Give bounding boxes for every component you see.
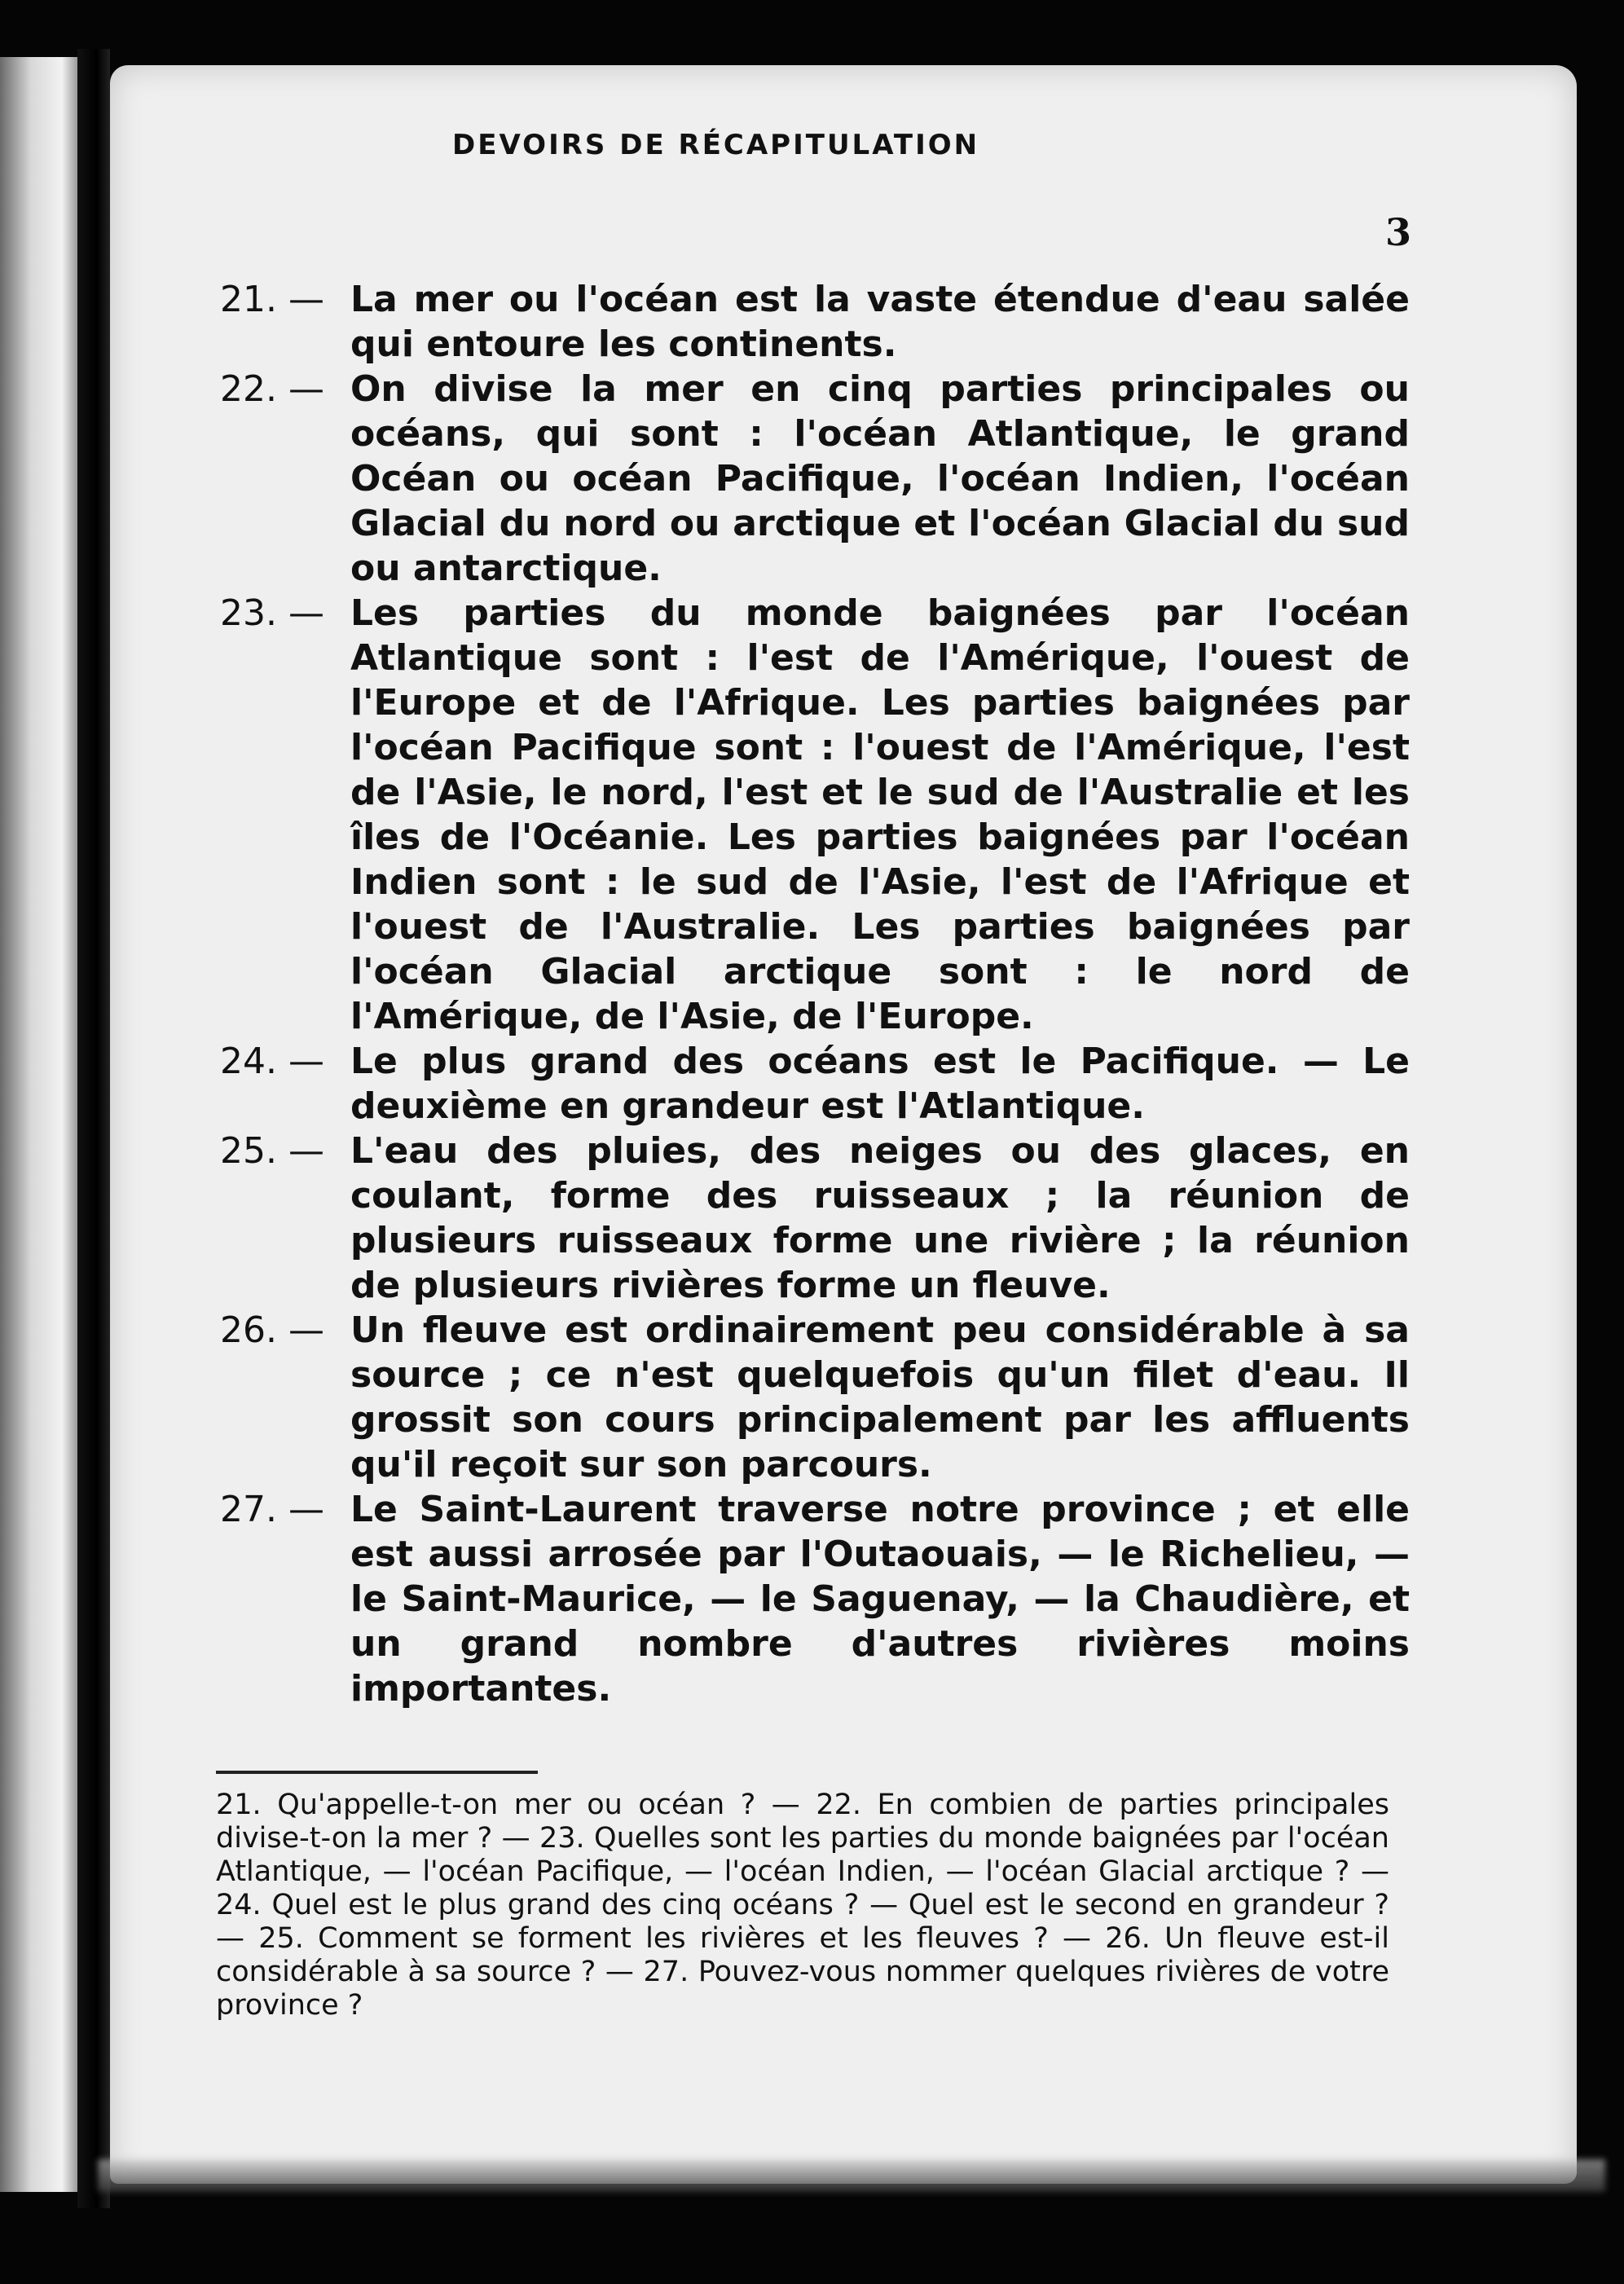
page-bottom-shadow [98,2159,1605,2192]
footnote-text: 21. Qu'appelle-t-on mer ou océan ? — 22. En combien de parties principales divise-t-on la mer ? — 23. Quelles sont les parties du monde baignées par l'océan Atlantique, — l'océan Pacifique, — l'océan Indien, — l'océan Glacial arctique ? — 24. Quel est le plus grand des cinq océans ? — Quel est le second en grandeur ? — 25. Comment se forment les rivières et les fleuves ? — 26. Un fleuve est-il considérable à sa source ? — 27. Pouvez-vous nommer quelques rivières de votre province ? [216,1789,1389,2022]
footnote-questions [216,1789,1389,2022]
page-number: 3 [1385,210,1412,254]
item-27 [220,1487,1410,1711]
item-number: 25. — [220,1130,324,1172]
item-22 [220,367,1410,591]
item-26 [220,1308,1410,1487]
recap-text [220,277,1410,1711]
left-page-edge [0,57,77,2192]
item-24 [220,1039,1410,1129]
item-number: 24. — [220,1041,324,1082]
item-text: On divise la mer en cinq parties principales ou océans, qui sont : l'océan Atlantique, le grand Océan ou océan Pacifique, l'océan Indien, l'océan Glacial du nord ou arctique et l'océan Glacial du sud ou antarctique. [350,368,1410,589]
item-text: Le plus grand des océans est le Pacifique. — Le deuxième en grandeur est l'Atlantique. [350,1041,1410,1127]
item-number: 27. — [220,1489,324,1530]
item-text: Un fleuve est ordinairement peu considérable à sa source ; ce n'est quelquefois qu'un filet d'eau. Il grossit son cours principalement par les affluents qu'il reçoit sur son parcours. [350,1309,1410,1485]
item-21 [220,277,1410,367]
footnote-rule [216,1771,538,1774]
item-25 [220,1129,1410,1308]
item-text: La mer ou l'océan est la vaste étendue d'eau salée qui entoure les continents. [350,279,1410,365]
item-text: Le Saint-Laurent traverse notre province ; et elle est aussi arrosée par l'Outaouais, — le Richelieu, — le Saint-Maurice, — le Saguenay, — la Chaudière, et un grand nombre d'autres rivières moins importantes. [350,1489,1410,1710]
item-number: 22. — [220,368,324,410]
book-gutter [77,49,110,2208]
item-text: L'eau des pluies, des neiges ou des glaces, en coulant, forme des ruisseaux ; la réunion de plusieurs ruisseaux forme une rivière ; la réunion de plusieurs rivières forme un fleuve. [350,1130,1410,1306]
item-number: 26. — [220,1309,324,1351]
item-number: 23. — [220,592,324,634]
item-text: Les parties du monde baignées par l'océan Atlantique sont : l'est de l'Amérique, l'ouest de l'Europe et de l'Afrique. Les parties baignées par l'océan Pacifique sont : l'ouest de l'Amérique, l'est de l'Asie, le nord, l'est et le sud de l'Australie et les îles de l'Océanie. Les parties baignées par l'océan Indien sont : le sud de l'Asie, l'est de l'Afrique et l'ouest de l'Australie. Les parties baignées par l'océan Glacial arctique sont : le nord de l'Amérique, de l'Asie, de l'Europe. [350,592,1410,1037]
item-23 [220,591,1410,1039]
item-number: 21. — [220,279,324,320]
running-head: DEVOIRS DE RÉCAPITULATION [452,129,980,161]
